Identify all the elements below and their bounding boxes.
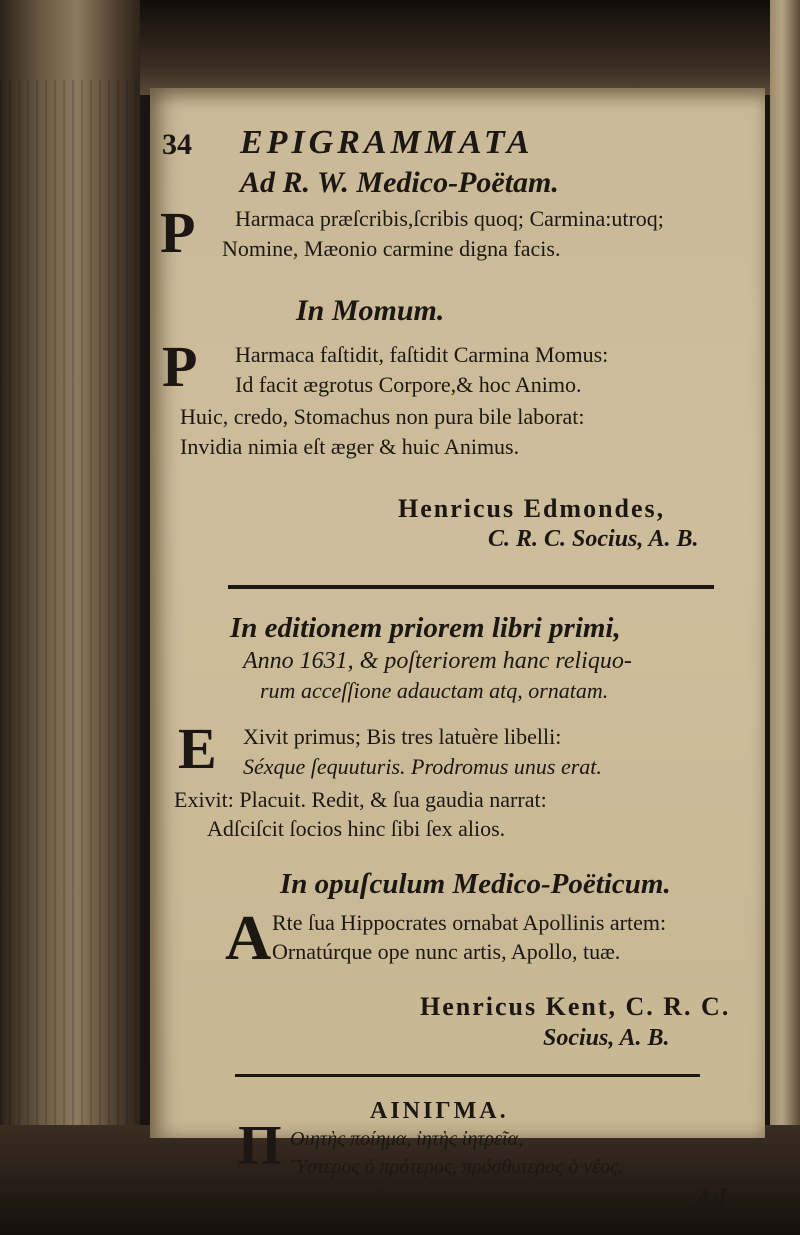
epigram-2-line-3: Huic, credo, Stomachus non pura bile laborat: [180,404,585,429]
epigram-4-initial: A [225,902,272,973]
epigram-3-subtitle-2: rum acceſſione adauctam atq, ornatam. [260,678,609,703]
epigram-5-initial: Π [238,1115,282,1177]
epigram-5-title: ΑΙΝΙΓΜΑ. [370,1098,509,1124]
epigram-3-subtitle-1: Anno 1631, & poſteriorem hanc reliquo- [243,648,632,674]
section-divider-2 [235,1074,700,1077]
epigram-4-line-2: Ornatúrque ope nunc artis, Apollo, tuæ. [272,939,621,964]
page-stack-lines [0,80,140,1140]
epigram-1-title: Ad R. W. Medico-Poëtam. [240,166,559,199]
epigram-2-line-1: Harmaca faſtidit, faſtidit Carmina Momus: [235,342,609,367]
epigram-2-line-2: Id facit ægrotus Corpore,& hoc Animo. [235,372,582,397]
epigram-1-line-2: Nomine, Mæonio carmine digna facis. [222,236,561,261]
epigram-5-line-1: Οιητὴς ποίημα, ἰητὴς ἰητρεῖα, [290,1128,523,1150]
facing-page-edge [770,0,800,1235]
page-number: 34 [162,128,192,161]
epigram-3-line-4: Adſciſcit ſocios hinc ſibi ſex alios. [207,816,506,841]
epigram-5-line-2: Ὕστερος ὁ πρότερος, πρόσθυτερος ὁ νέος. [290,1156,624,1178]
epigram-3-title: In editionem priorem libri primi, [230,612,621,644]
signature-1-name: Henricus Edmondes, [398,494,666,523]
signature-1-title: C. R. C. Socius, A. B. [488,526,699,552]
epigram-3-line-1: Xivit primus; Bis tres latuère libelli: [243,724,562,749]
epigram-2-title: In Momum. [296,294,445,327]
running-header: EPIGRAMMATA [240,124,534,161]
signature-2-name: Henricus Kent, C. R. C. [420,992,731,1021]
catchword: Ad [695,1184,726,1213]
epigram-3-line-2: Séxque ſequuturis. Prodromus unus erat. [243,754,602,779]
epigram-4-line-1: Rte ſua Hippocrates ornabat Apollinis artem: [272,910,667,935]
epigram-4-title: In opuſculum Medico-Poëticum. [280,868,671,900]
signature-2-title: Socius, A. B. [543,1025,670,1051]
epigram-2-line-4: Invidia nimia eſt æger & huic Animus. [180,434,520,459]
book-page [150,88,765,1213]
section-divider [228,585,714,589]
epigram-3-initial: E [178,716,217,781]
epigram-1-initial: P [160,200,196,265]
epigram-1-line-1: Harmaca præſcribis,ſcribis quoq; Carmina:utroq; [235,206,664,231]
epigram-3-line-3: Exivit: Placuit. Redit, & ſua gaudia narrat: [174,787,547,812]
epigram-2-initial: P [162,334,198,399]
